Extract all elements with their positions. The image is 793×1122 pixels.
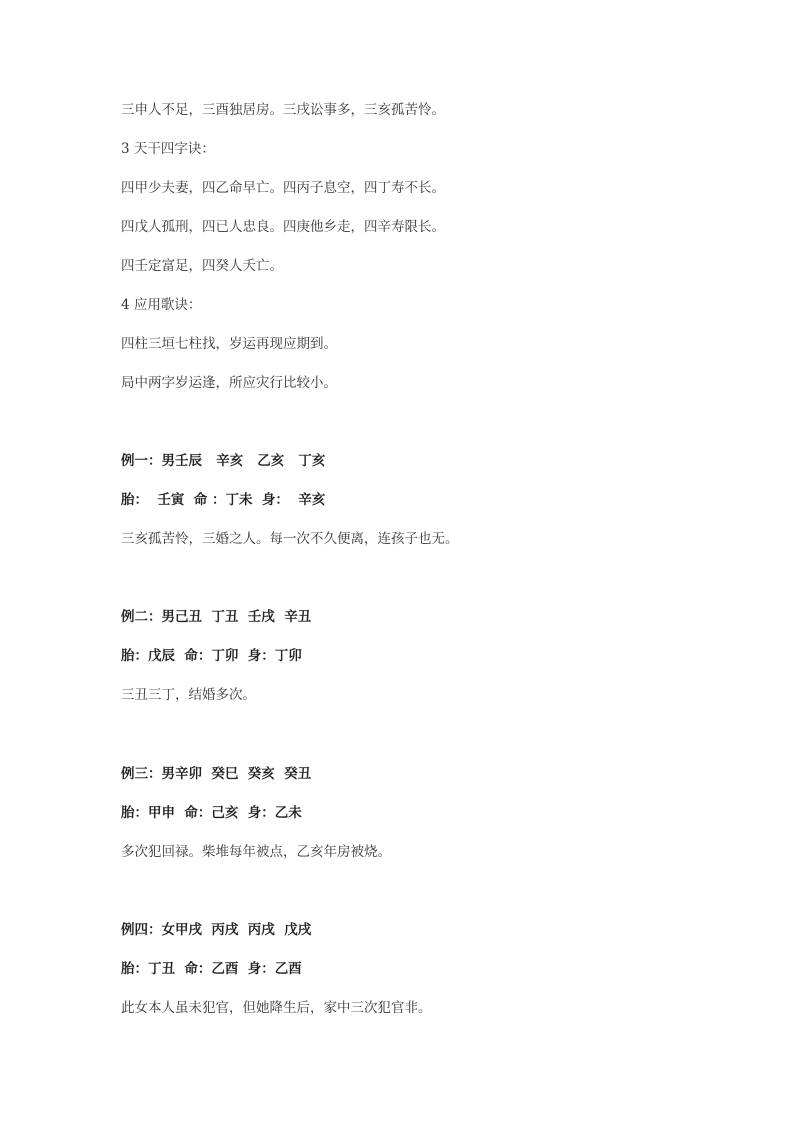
- example-3-heading: 例三：男辛卯 癸巳 癸亥 癸丑: [121, 766, 312, 782]
- example-1-details: 胎： 壬寅 命 ：丁未 身： 辛亥: [121, 492, 326, 508]
- example-3-details: 胎：甲申 命：己亥 身：乙未: [121, 805, 302, 821]
- example-4-note: 此女本人虽未犯官，但她降生后，家中三次犯官非。: [121, 1000, 432, 1016]
- example-4-details: 胎：丁丑 命：乙酉 身：乙酉: [121, 961, 302, 977]
- example-1-note: 三亥孤苦怜，三婚之人。每一次不久便离，连孩子也无。: [121, 531, 459, 547]
- example-2-heading: 例二：男己丑 丁丑 壬戌 辛丑: [121, 609, 312, 625]
- text-line: 四甲少夫妻，四乙命早亡。四丙子息空，四丁寿不长。: [121, 180, 445, 196]
- example-2-details: 胎：戊辰 命：丁卯 身：丁卯: [121, 648, 302, 664]
- text-line: 三申人不足，三酉独居房。三戌讼事多，三亥孤苦怜。: [121, 102, 445, 118]
- text-line: 四戊人孤刑，四已人忠良。四庚他乡走，四辛寿限长。: [121, 219, 445, 235]
- section-heading: 4 应用歌诀：: [121, 297, 202, 313]
- example-2-note: 三丑三丁，结婚多次。: [121, 687, 256, 703]
- text-line: 局中两字岁运逢，所应灾行比较小。: [121, 375, 337, 391]
- text-line: 四柱三垣七柱找，岁运再现应期到。: [121, 336, 337, 352]
- example-1-heading: 例一：男壬辰 辛亥 乙亥 丁亥: [121, 453, 326, 469]
- example-3-note: 多次犯回禄。柴堆每年被点，乙亥年房被烧。: [121, 844, 391, 860]
- section-heading: 3 天干四字诀：: [121, 141, 215, 157]
- example-4-heading: 例四：女甲戌 丙戌 丙戌 戊戌: [121, 922, 312, 938]
- text-line: 四壬定富足，四癸人夭亡。: [121, 258, 283, 274]
